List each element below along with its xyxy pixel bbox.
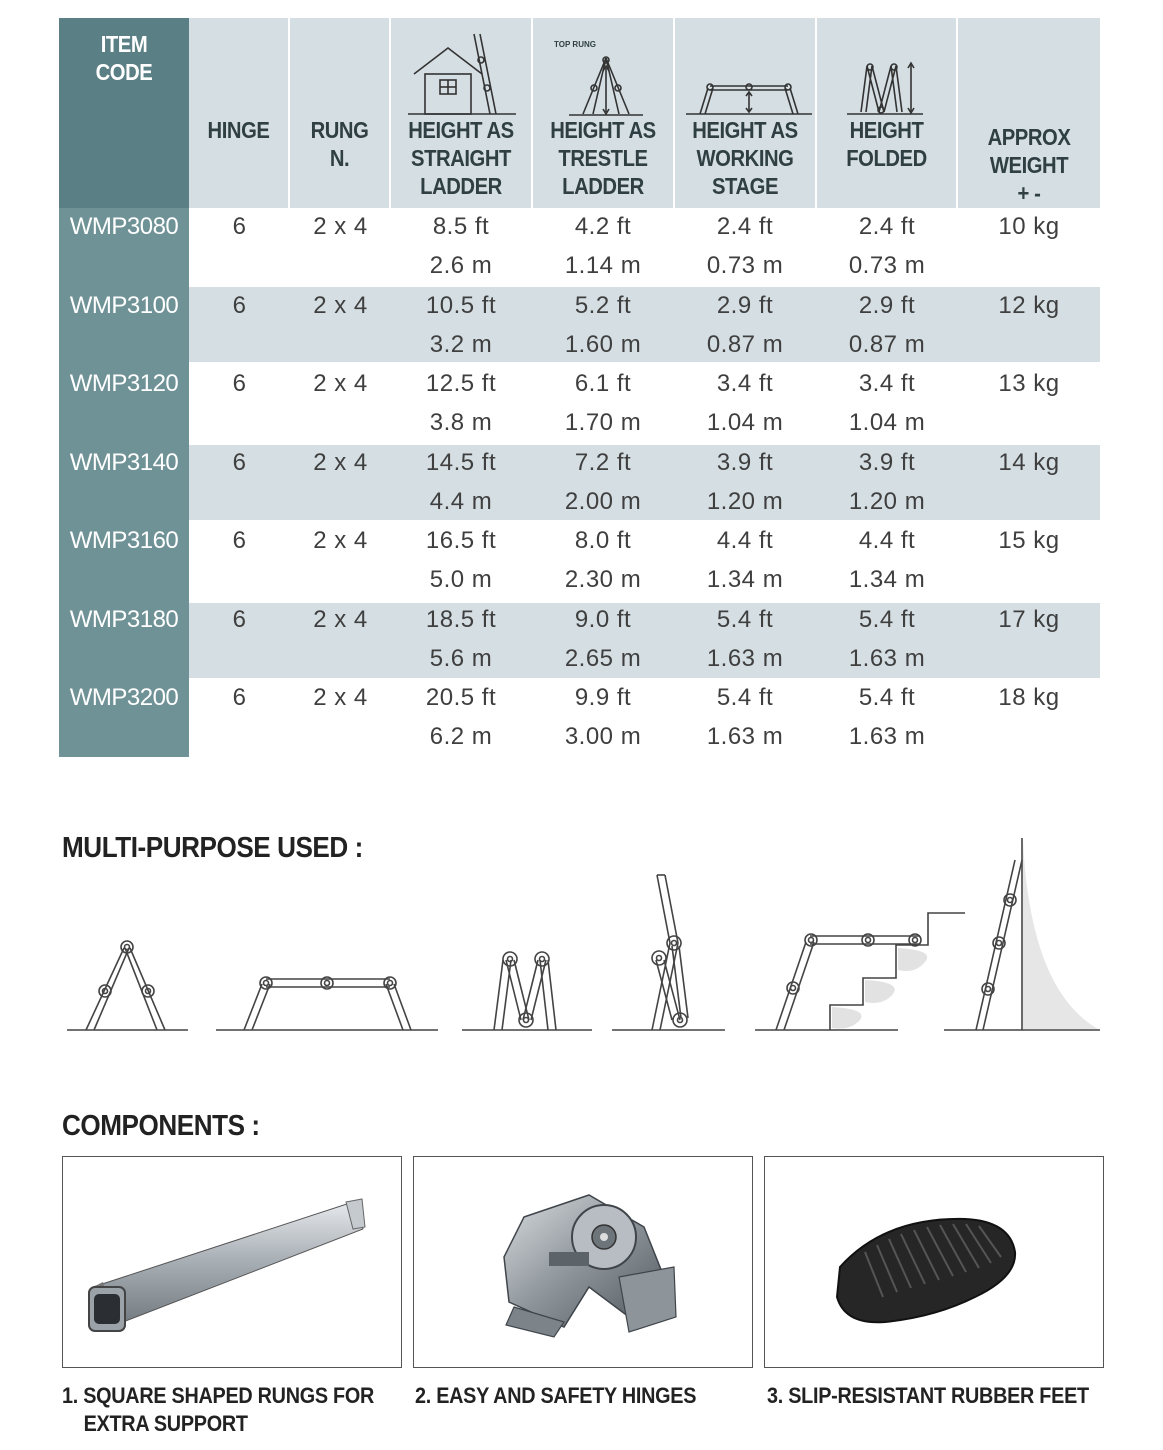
item-code-cell: WMP3080 <box>69 213 179 240</box>
cell-straight-ft: 8.5 ft <box>432 213 490 240</box>
item-code-cell: WMP3160 <box>69 527 179 554</box>
trestle-ladder-icon <box>561 54 651 116</box>
component-caption-hinges: 2. EASY AND SAFETY HINGES <box>415 1383 697 1408</box>
header-divider <box>288 18 290 208</box>
cell-stage-ft: 4.4 ft <box>716 527 774 554</box>
cell-folded-ft: 3.4 ft <box>858 370 916 397</box>
cell-folded-ft: 4.4 ft <box>858 527 916 554</box>
work-platform-icon <box>216 977 438 1030</box>
cell-folded-m: 0.73 m <box>848 252 926 279</box>
cell-straight-m: 4.4 m <box>429 487 493 515</box>
cell-trestle-m: 1.14 m <box>564 252 642 279</box>
cell-hinge: 6 <box>232 605 247 633</box>
item-code-cell: WMP3120 <box>69 370 179 397</box>
cell-folded-ft: 2.9 ft <box>858 291 916 319</box>
cell-hinge: 6 <box>232 527 247 554</box>
cell-trestle-ft: 7.2 ft <box>574 448 632 476</box>
cell-straight-ft: 18.5 ft <box>425 605 497 633</box>
header-item-code: ITEM CODE <box>95 31 153 85</box>
cell-hinge: 6 <box>232 684 247 711</box>
cell-rung: 2 x 4 <box>313 291 368 319</box>
cell-folded-ft: 5.4 ft <box>858 684 916 711</box>
item-code-cell: WMP3140 <box>69 448 179 476</box>
header-working-stage: HEIGHT AS WORKING STAGE <box>692 117 798 199</box>
cell-folded-m: 1.04 m <box>848 409 926 436</box>
cell-straight-m: 2.6 m <box>429 252 493 279</box>
cell-folded-ft: 5.4 ft <box>858 605 916 633</box>
header-divider <box>815 18 817 208</box>
cell-straight-m: 5.0 m <box>429 566 493 593</box>
component-box-rungs <box>62 1156 402 1368</box>
cell-rung: 2 x 4 <box>313 448 368 476</box>
cell-stage-ft: 3.9 ft <box>716 448 774 476</box>
cell-folded-m: 1.34 m <box>848 566 926 593</box>
wall-ladder-icon <box>944 838 1100 1030</box>
cell-weight: 12 kg <box>998 291 1060 319</box>
cell-straight-ft: 16.5 ft <box>425 527 497 554</box>
cell-weight: 17 kg <box>998 605 1060 633</box>
cell-rung: 2 x 4 <box>313 527 368 554</box>
cell-stage-m: 1.20 m <box>706 487 784 515</box>
cell-trestle-ft: 6.1 ft <box>574 370 632 397</box>
cell-rung: 2 x 4 <box>313 370 368 397</box>
header-divider <box>956 18 958 208</box>
cell-trestle-ft: 9.9 ft <box>574 684 632 711</box>
working-stage-icon <box>684 78 814 116</box>
cell-folded-ft: 3.9 ft <box>858 448 916 476</box>
cell-straight-ft: 10.5 ft <box>425 291 497 319</box>
component-box-feet <box>764 1156 1104 1368</box>
a-frame-ladder-icon <box>67 941 188 1030</box>
item-code-cell: WMP3200 <box>69 684 179 711</box>
cell-rung: 2 x 4 <box>313 213 368 240</box>
cell-stage-m: 1.04 m <box>706 409 784 436</box>
cell-hinge: 6 <box>232 448 247 476</box>
square-rung-icon <box>63 1157 401 1367</box>
cell-weight: 15 kg <box>998 527 1060 554</box>
cell-trestle-ft: 9.0 ft <box>574 605 632 633</box>
cell-stage-ft: 5.4 ft <box>716 684 774 711</box>
cell-hinge: 6 <box>232 213 247 240</box>
folded-ladder-icon <box>462 952 592 1030</box>
component-box-hinges <box>413 1156 753 1368</box>
cell-weight: 13 kg <box>998 370 1060 397</box>
cell-trestle-ft: 4.2 ft <box>574 213 632 240</box>
cell-straight-ft: 14.5 ft <box>425 448 497 476</box>
cell-straight-m: 3.8 m <box>429 409 493 436</box>
cell-stage-m: 0.87 m <box>706 330 784 358</box>
cell-straight-m: 6.2 m <box>429 723 493 750</box>
multi-purpose-title: MULTI-PURPOSE USED : <box>62 832 363 864</box>
spec-table <box>59 18 1100 757</box>
cell-straight-ft: 20.5 ft <box>425 684 497 711</box>
header-divider <box>389 18 391 208</box>
cell-weight: 10 kg <box>998 213 1060 240</box>
cell-trestle-m: 3.00 m <box>564 723 642 750</box>
cell-trestle-ft: 8.0 ft <box>574 527 632 554</box>
cell-folded-m: 0.87 m <box>848 330 926 358</box>
cell-trestle-m: 2.65 m <box>564 644 642 672</box>
header-straight-ladder: HEIGHT AS STRAIGHT LADDER <box>408 117 514 199</box>
cell-straight-m: 3.2 m <box>429 330 493 358</box>
header-trestle-ladder: HEIGHT AS TRESTLE LADDER <box>550 117 656 199</box>
cell-folded-m: 1.63 m <box>848 723 926 750</box>
cell-stage-m: 1.63 m <box>706 723 784 750</box>
usage-diagrams <box>0 830 1163 1050</box>
cell-stage-ft: 5.4 ft <box>716 605 774 633</box>
item-code-cell: WMP3100 <box>69 291 179 319</box>
top-rung-label: TOP RUNG <box>554 40 596 49</box>
cell-straight-m: 5.6 m <box>429 644 493 672</box>
component-caption-rungs: 1. SQUARE SHAPED RUNGS FOR EXTRA SUPPORT <box>62 1383 375 1436</box>
component-caption-feet: 3. SLIP-RESISTANT RUBBER FEET <box>767 1383 1089 1408</box>
folded-ladder-icon <box>839 58 929 116</box>
cell-trestle-m: 2.00 m <box>564 487 642 515</box>
cell-straight-ft: 12.5 ft <box>425 370 497 397</box>
hinge-icon <box>414 1157 752 1367</box>
cell-trestle-m: 1.70 m <box>564 409 642 436</box>
header-divider <box>673 18 675 208</box>
cell-rung: 2 x 4 <box>313 605 368 633</box>
cell-weight: 14 kg <box>998 448 1060 476</box>
cell-stage-m: 0.73 m <box>706 252 784 279</box>
components-title: COMPONENTS : <box>62 1110 260 1142</box>
header-weight: APPROX WEIGHT + - <box>987 124 1071 206</box>
rubber-foot-icon <box>765 1157 1103 1367</box>
staircase-ladder-icon <box>755 913 965 1030</box>
cell-hinge: 6 <box>232 291 247 319</box>
header-rung: RUNG N. <box>310 117 369 171</box>
straight-ladder-icon <box>404 32 524 116</box>
cell-trestle-ft: 5.2 ft <box>574 291 632 319</box>
header-hinge: HINGE <box>207 117 270 143</box>
header-folded: HEIGHT FOLDED <box>846 117 927 171</box>
cell-stage-ft: 3.4 ft <box>716 370 774 397</box>
cell-folded-ft: 2.4 ft <box>858 213 916 240</box>
cell-rung: 2 x 4 <box>313 684 368 711</box>
half-folded-ladder-icon <box>612 875 725 1030</box>
cell-stage-m: 1.34 m <box>706 566 784 593</box>
cell-folded-m: 1.63 m <box>848 644 926 672</box>
cell-stage-m: 1.63 m <box>706 644 784 672</box>
cell-trestle-m: 1.60 m <box>564 330 642 358</box>
cell-stage-ft: 2.4 ft <box>716 213 774 240</box>
item-code-cell: WMP3180 <box>69 605 179 633</box>
cell-stage-ft: 2.9 ft <box>716 291 774 319</box>
cell-trestle-m: 2.30 m <box>564 566 642 593</box>
cell-weight: 18 kg <box>998 684 1060 711</box>
cell-folded-m: 1.20 m <box>848 487 926 515</box>
cell-hinge: 6 <box>232 370 247 397</box>
